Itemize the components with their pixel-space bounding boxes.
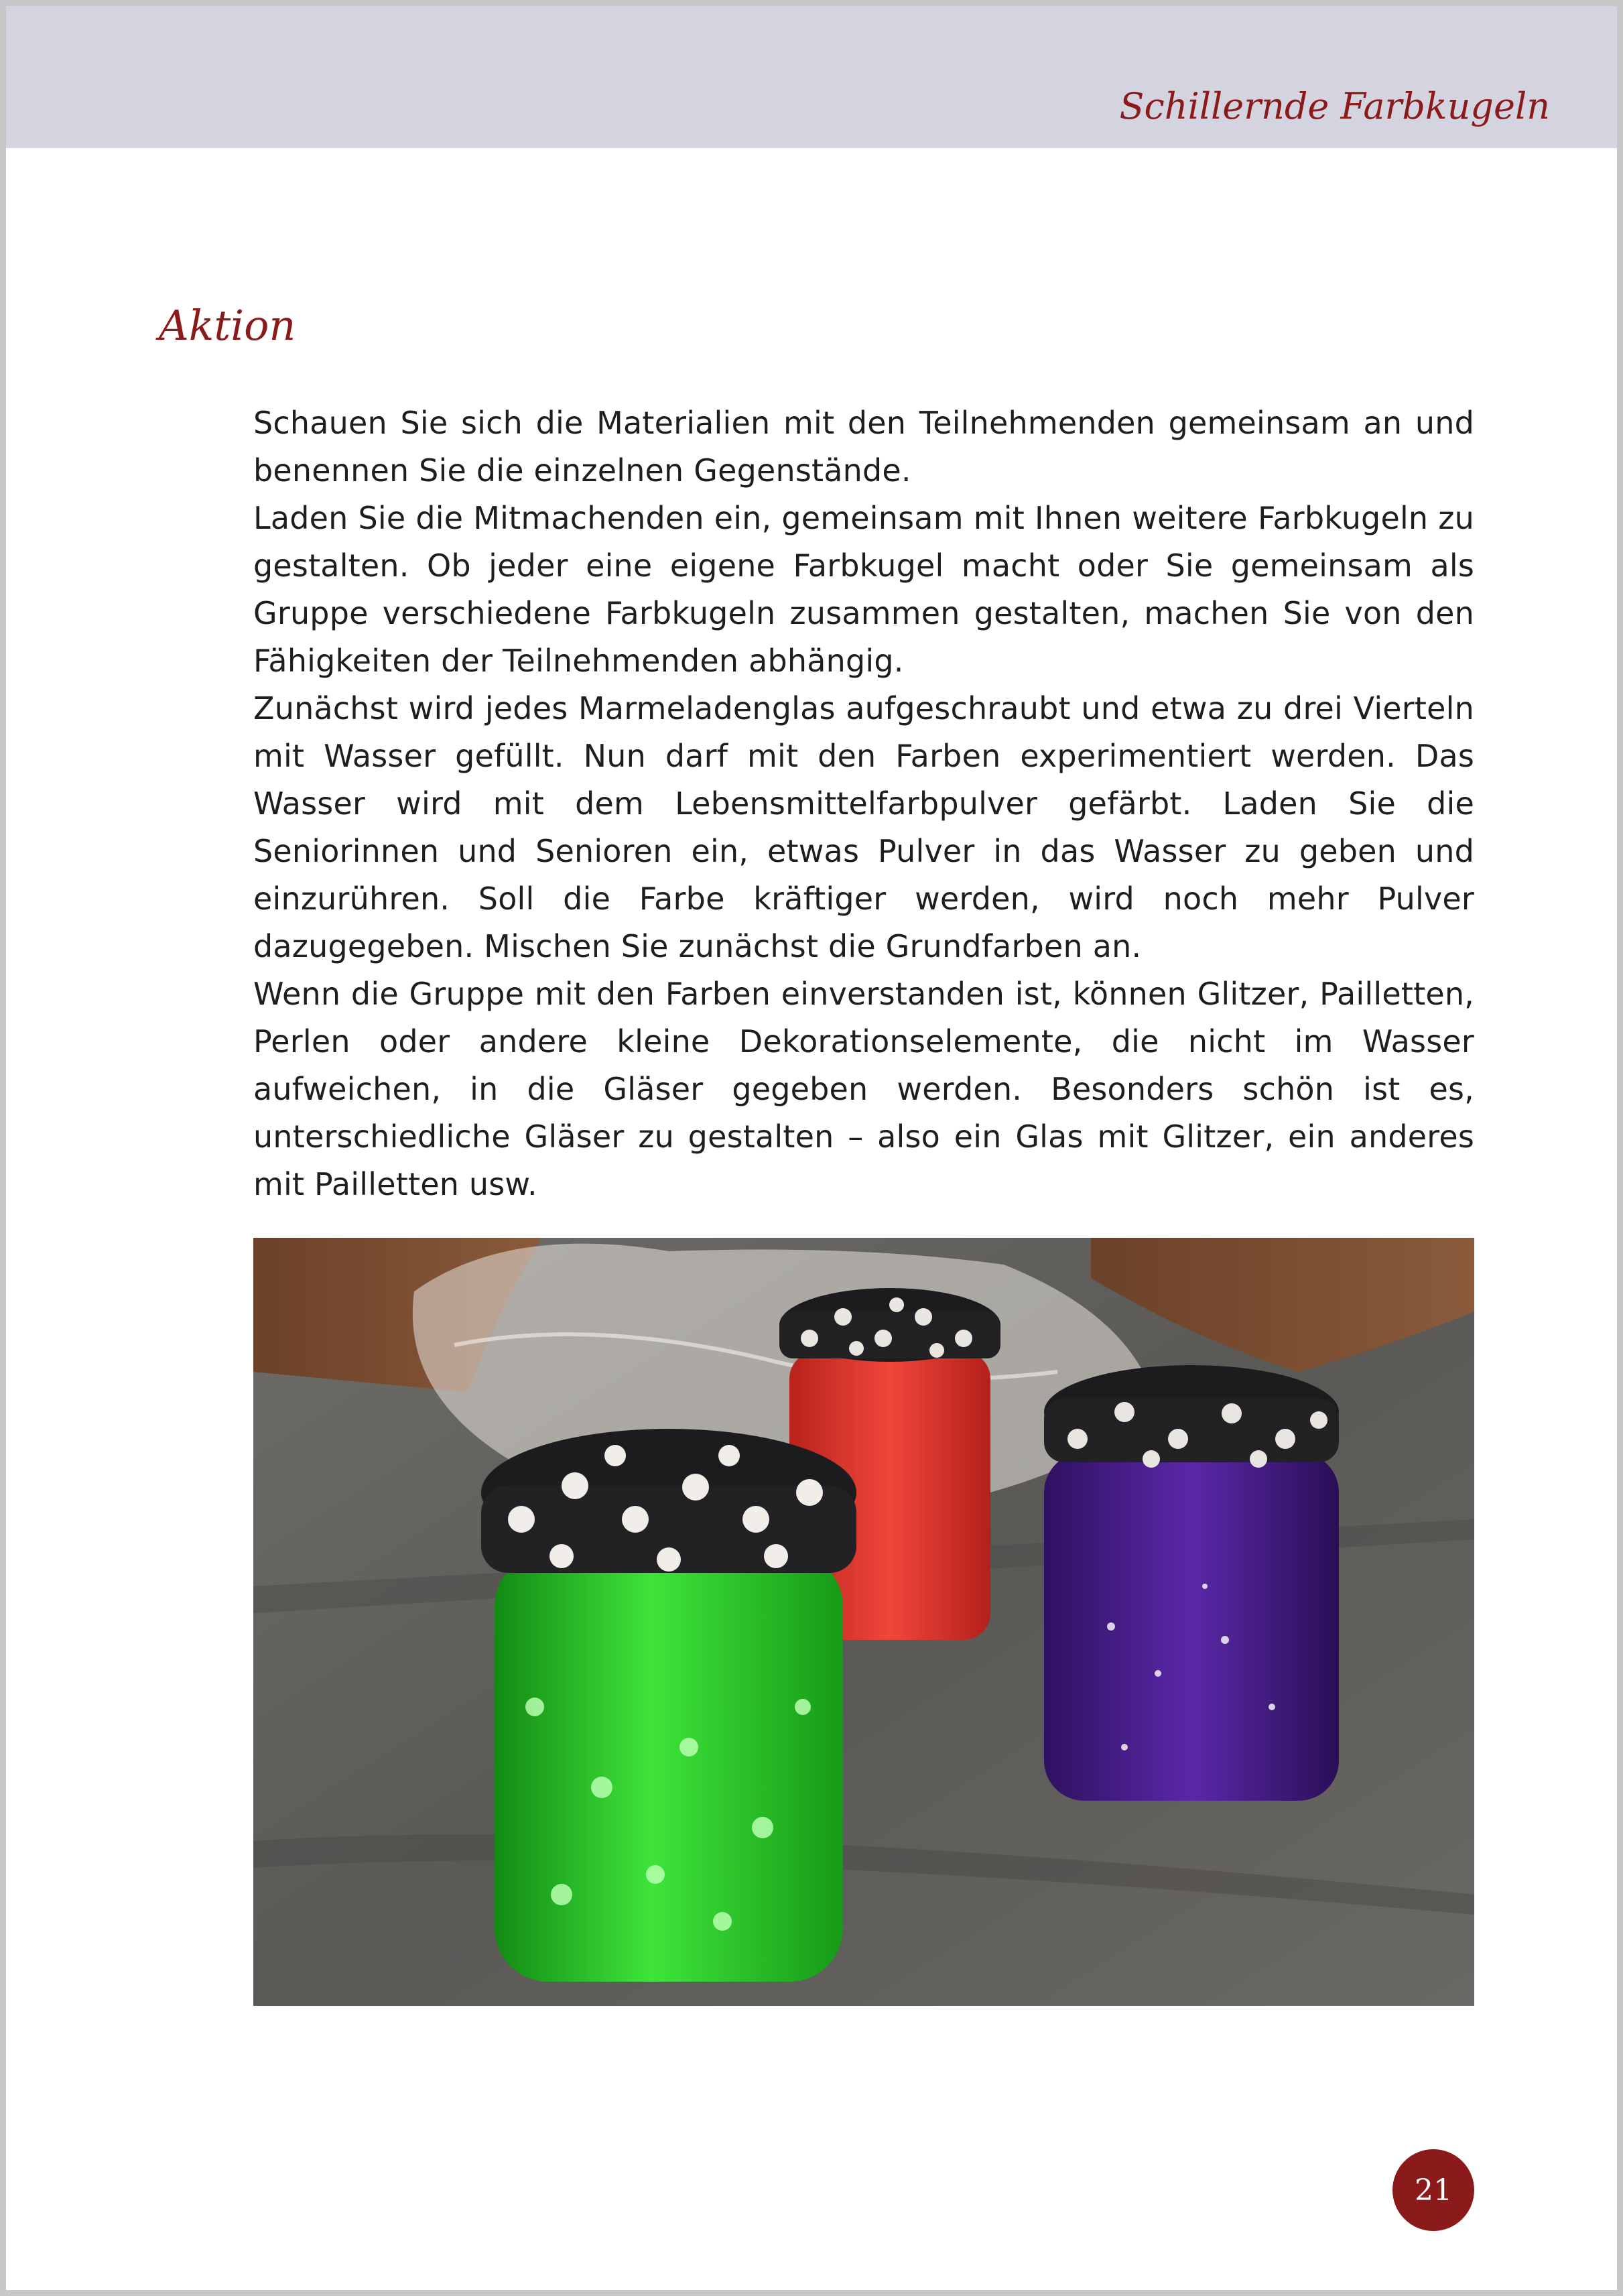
purple-jar (1044, 1365, 1339, 1801)
paragraph: Schauen Sie sich die Materialien mit den Teilnehmenden gemeinsam an und benennen Sie die einzelnen Gegenstände. (253, 405, 1474, 489)
photo-colored-jars (253, 1238, 1474, 2006)
header-band (6, 6, 1617, 148)
paragraph: Wenn die Gruppe mit den Farben einverstanden ist, können Glitzer, Pailletten, Perlen oder andere kleine Dekorationselemente, die nicht im Wasser aufweichen, in die Gläser gegeben werden. Besonders schön ist es, unterschiedliche Gläser zu gestalten – also ein Glas mit Glitzer, ein anderes mit Pailletten usw. (253, 976, 1474, 1202)
paragraph: Laden Sie die Mitmachenden ein, gemeinsam mit Ihnen weitere Farbkugeln zu gestalten. Ob jeder eine eigene Farbkugel macht oder Sie gemeinsam als Gruppe verschiedene Farbkugeln zusammen gestalten, machen Sie von den Fähigkeiten der Teilnehmenden abhängig. (253, 500, 1474, 679)
green-jar (481, 1429, 856, 1982)
running-header-title: Schillernde Farbkugeln (1119, 85, 1550, 127)
jars-illustration (253, 1238, 1474, 2006)
page-number-badge: 21 (1392, 2149, 1474, 2231)
paragraph: Zunächst wird jedes Marmeladenglas aufgeschraubt und etwa zu drei Vierteln mit Wasser gefüllt. Nun darf mit den Farben experimentiert werden. Das Wasser wird mit dem Lebensmittelfarbpulver gefärbt. Laden Sie die Seniorinnen und Senioren ein, etwas Pulver in das Wasser zu geben und einzurühren. Soll die Farbe kräftiger werden, wird noch mehr Pulver dazugegeben. Mischen Sie zunächst die Grundfarben an. (253, 690, 1474, 964)
section-heading: Aktion (159, 301, 296, 350)
body-text (253, 399, 1474, 1208)
